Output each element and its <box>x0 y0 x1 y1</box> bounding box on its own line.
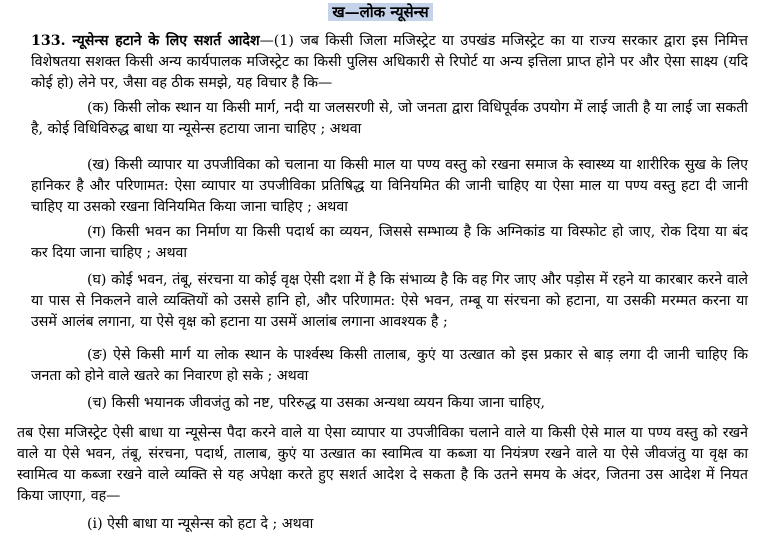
section-133-intro <box>31 31 748 94</box>
clause-gha: (घ) कोई भवन, तंबू, संरचना या कोई वृक्ष ऐसी दशा में है कि संभाव्य है कि वह गिर जाए और पड़ोस में रहने या कारबार करने वाले या पास से निकलने वाले व्यक्तियों को उससे हानि हो, और परिणामत: ऐसे भवन, तम्बू या संरचना को हटाना, या उसकी मरम्मत करना या उसमें आलंब लगाना, या ऐसे वृक्ष को हटाना या उसमें आलांब लगाना आवश्यक है ; <box>31 272 748 330</box>
section-intro-text: —(1) जब किसी जिला मजिस्ट्रेट या उपखंड मजिस्ट्रेट का या राज्य सरकार द्वारा इस निमित्त विशेषतया सशक्त किसी अन्य कार्यपालक मजिस्ट्रेट का किसी पुलिस अधिकारी से रिपोर्ट या अन्य इत्तिला प्राप्त होने पर और ऐसा साक्ष्य (यदि कोई हो) लेने पर, जैसा वह ठीक समझे, यह विचार है कि— <box>31 33 748 91</box>
clause-ga: (ग) किसी भवन का निर्माण या किसी पदार्थ का व्ययन, जिससे सम्भाव्य है कि अग्निकांड या विस्फोट हो जाए, रोक दिया या बंद कर दिया जाना चाहिए ; अथवा <box>31 224 748 261</box>
conclusion-paragraph: तब ऐसा मजिस्ट्रेट ऐसी बाधा या न्यूसेन्स पैदा करने वाले या ऐसा व्यापार या उपजीविका चलाने वाले या किसी ऐसे माल या पण्य वस्तु को रखने वाले या ऐसे भवन, तंबू, संरचना, पदार्थ, तालाब, कुएं या उत्खात का स्वामित्व या कब्जा या नियंत्रण रखने वाले या ऐसे जीवजंतु या वृक्ष का स्वामित्व या कब्जा रखने वाले व्यक्ति से यह अपेक्षा करते हुए सशर्त आदेश दे सकता है कि उतने समय के अंदर, जितना उस आदेश में नियत किया जाएगा, वह— <box>17 425 748 504</box>
section-title: 133. न्यूसेन्स हटाने के लिए सशर्त आदेश <box>31 33 260 49</box>
clause-cha: (च) किसी भयानक जीवजंतु को नष्ट, परिरुद्ध या उसका अन्यथा व्ययन किया जाना चाहिए, <box>87 395 545 411</box>
chapter-heading-text: ख—लोक न्यूसेन्स <box>328 3 432 21</box>
clause-nga: (ङ) ऐसे किसी मार्ग या लोक स्थान के पार्श्वस्थ किसी तालाब, कुएं या उत्खात को इस प्रकार से बाड़ लगा दी जानी चाहिए कि जनता को होने वाले खतरे का निवारण हो सके ; अथवा <box>31 347 748 384</box>
clause-ka: (क) किसी लोक स्थान या किसी मार्ग, नदी या जलसरणी से, जो जनता द्वारा विधिपूर्वक उपयोग में लाई जाती है या लाई जा सकती है, कोई विधिविरुद्ध बाधा या न्यूसेन्स हटाया जाना चाहिए ; अथवा <box>31 100 748 137</box>
clause-kha: (ख) किसी व्यापार या उपजीविका को चलाना या किसी माल या पण्य वस्तु को रखना समाज के स्वास्थ्य या शारीरिक सुख के लिए हानिकर है और परिणामत: ऐसा व्यापार या उपजीविका प्रतिषिद्ध या विनियमित की जानी चाहिए या ऐसा माल या पण्य वस्तु हटा दी जानी चाहिए या उसको रखना विनियमित किया जाना चाहिए ; अथवा <box>31 157 748 215</box>
chapter-heading <box>0 3 761 21</box>
subclause-i: (i) ऐसी बाधा या न्यूसेन्स को हटा दे ; अथवा <box>87 516 314 532</box>
